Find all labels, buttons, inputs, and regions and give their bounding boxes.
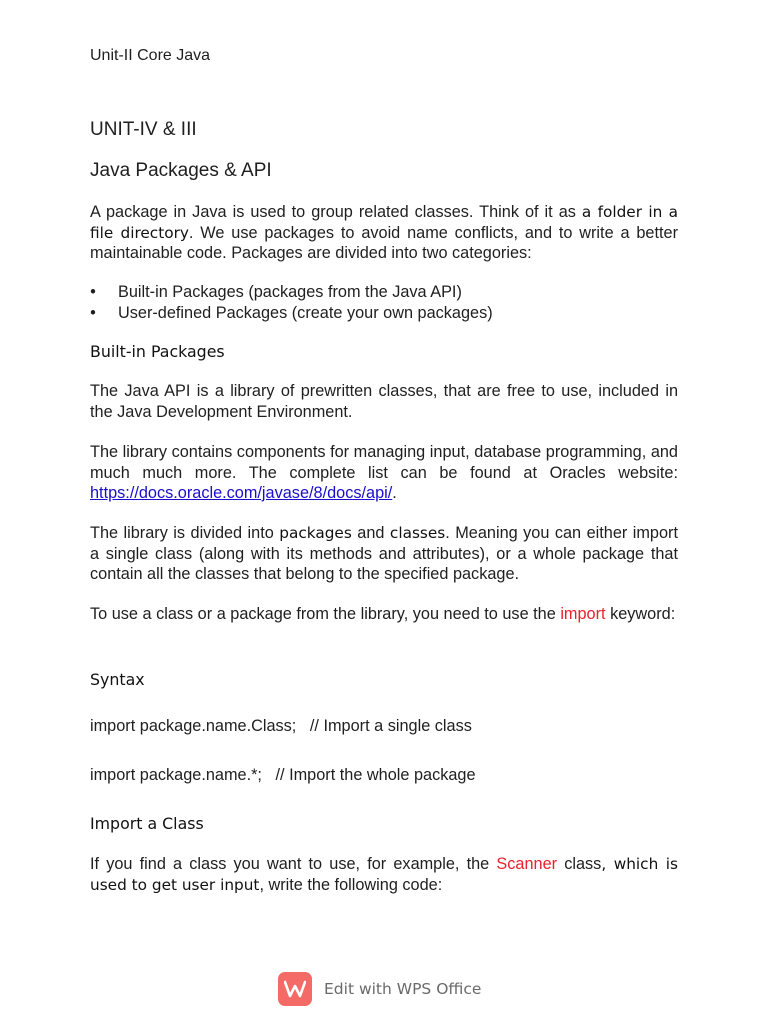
document-title: Java Packages & API <box>90 160 272 181</box>
import-keyword: import <box>560 605 606 623</box>
scanner-keyword: Scanner <box>496 855 558 873</box>
list-item: • Built-in Packages (packages from the Java API) <box>90 283 462 301</box>
bullet-icon: • <box>90 304 96 322</box>
page-header: Unit-II Core Java <box>90 47 211 64</box>
import-class-heading: Import a Class <box>90 814 204 833</box>
builtin-packages-heading: Built-in Packages <box>90 342 225 361</box>
code-import-single: import package.name.Class; // Import a single class <box>90 717 472 735</box>
api-paragraph: The Java API is a library of prewritten classes, that are free to use, included in the Java Development Environment. <box>90 382 678 421</box>
divided-paragraph: The library is divided into packages and classes. Meaning you can either import a single class (along with its methods and attributes), or a whole package that contain all the classes that belong to the specified package. <box>90 524 678 583</box>
syntax-heading: Syntax <box>90 670 145 689</box>
oracle-docs-link[interactable]: https://docs.oracle.com/javase/8/docs/api/ <box>90 484 393 502</box>
library-paragraph: The library contains components for managing input, database programming, and much much more. The complete list can be found at Oracles website: https://docs.oracle.com/javase/8/docs/api/. <box>90 443 678 502</box>
wps-watermark[interactable] <box>278 971 481 1007</box>
unit-title: UNIT-IV & III <box>90 119 197 140</box>
scanner-emphasis: , which is used to get user input <box>90 855 678 894</box>
classes-emphasis: classes <box>389 524 446 542</box>
list-item: • User-defined Packages (create your own packages) <box>90 304 493 322</box>
packages-emphasis: packages <box>279 524 352 542</box>
intro-emphasis: a folder in a file directory <box>90 203 679 242</box>
scanner-paragraph: If you find a class you want to use, for example, the Scanner class, which is used to get user input, write the following code: <box>90 855 678 894</box>
wps-watermark-text: Edit with WPS Office <box>324 980 482 998</box>
package-categories-list <box>90 282 493 324</box>
intro-paragraph: A package in Java is used to group related classes. Think of it as a folder in a file directory. We use packages to avoid name conflicts, and to write a better maintainable code. Packages are divided into two categories: <box>90 203 679 262</box>
bullet-icon: • <box>90 283 96 301</box>
use-paragraph: To use a class or a package from the library, you need to use the import keyword: <box>90 605 676 623</box>
wps-w-icon <box>278 972 312 1006</box>
code-import-whole: import package.name.*; // Import the whole package <box>90 766 476 784</box>
